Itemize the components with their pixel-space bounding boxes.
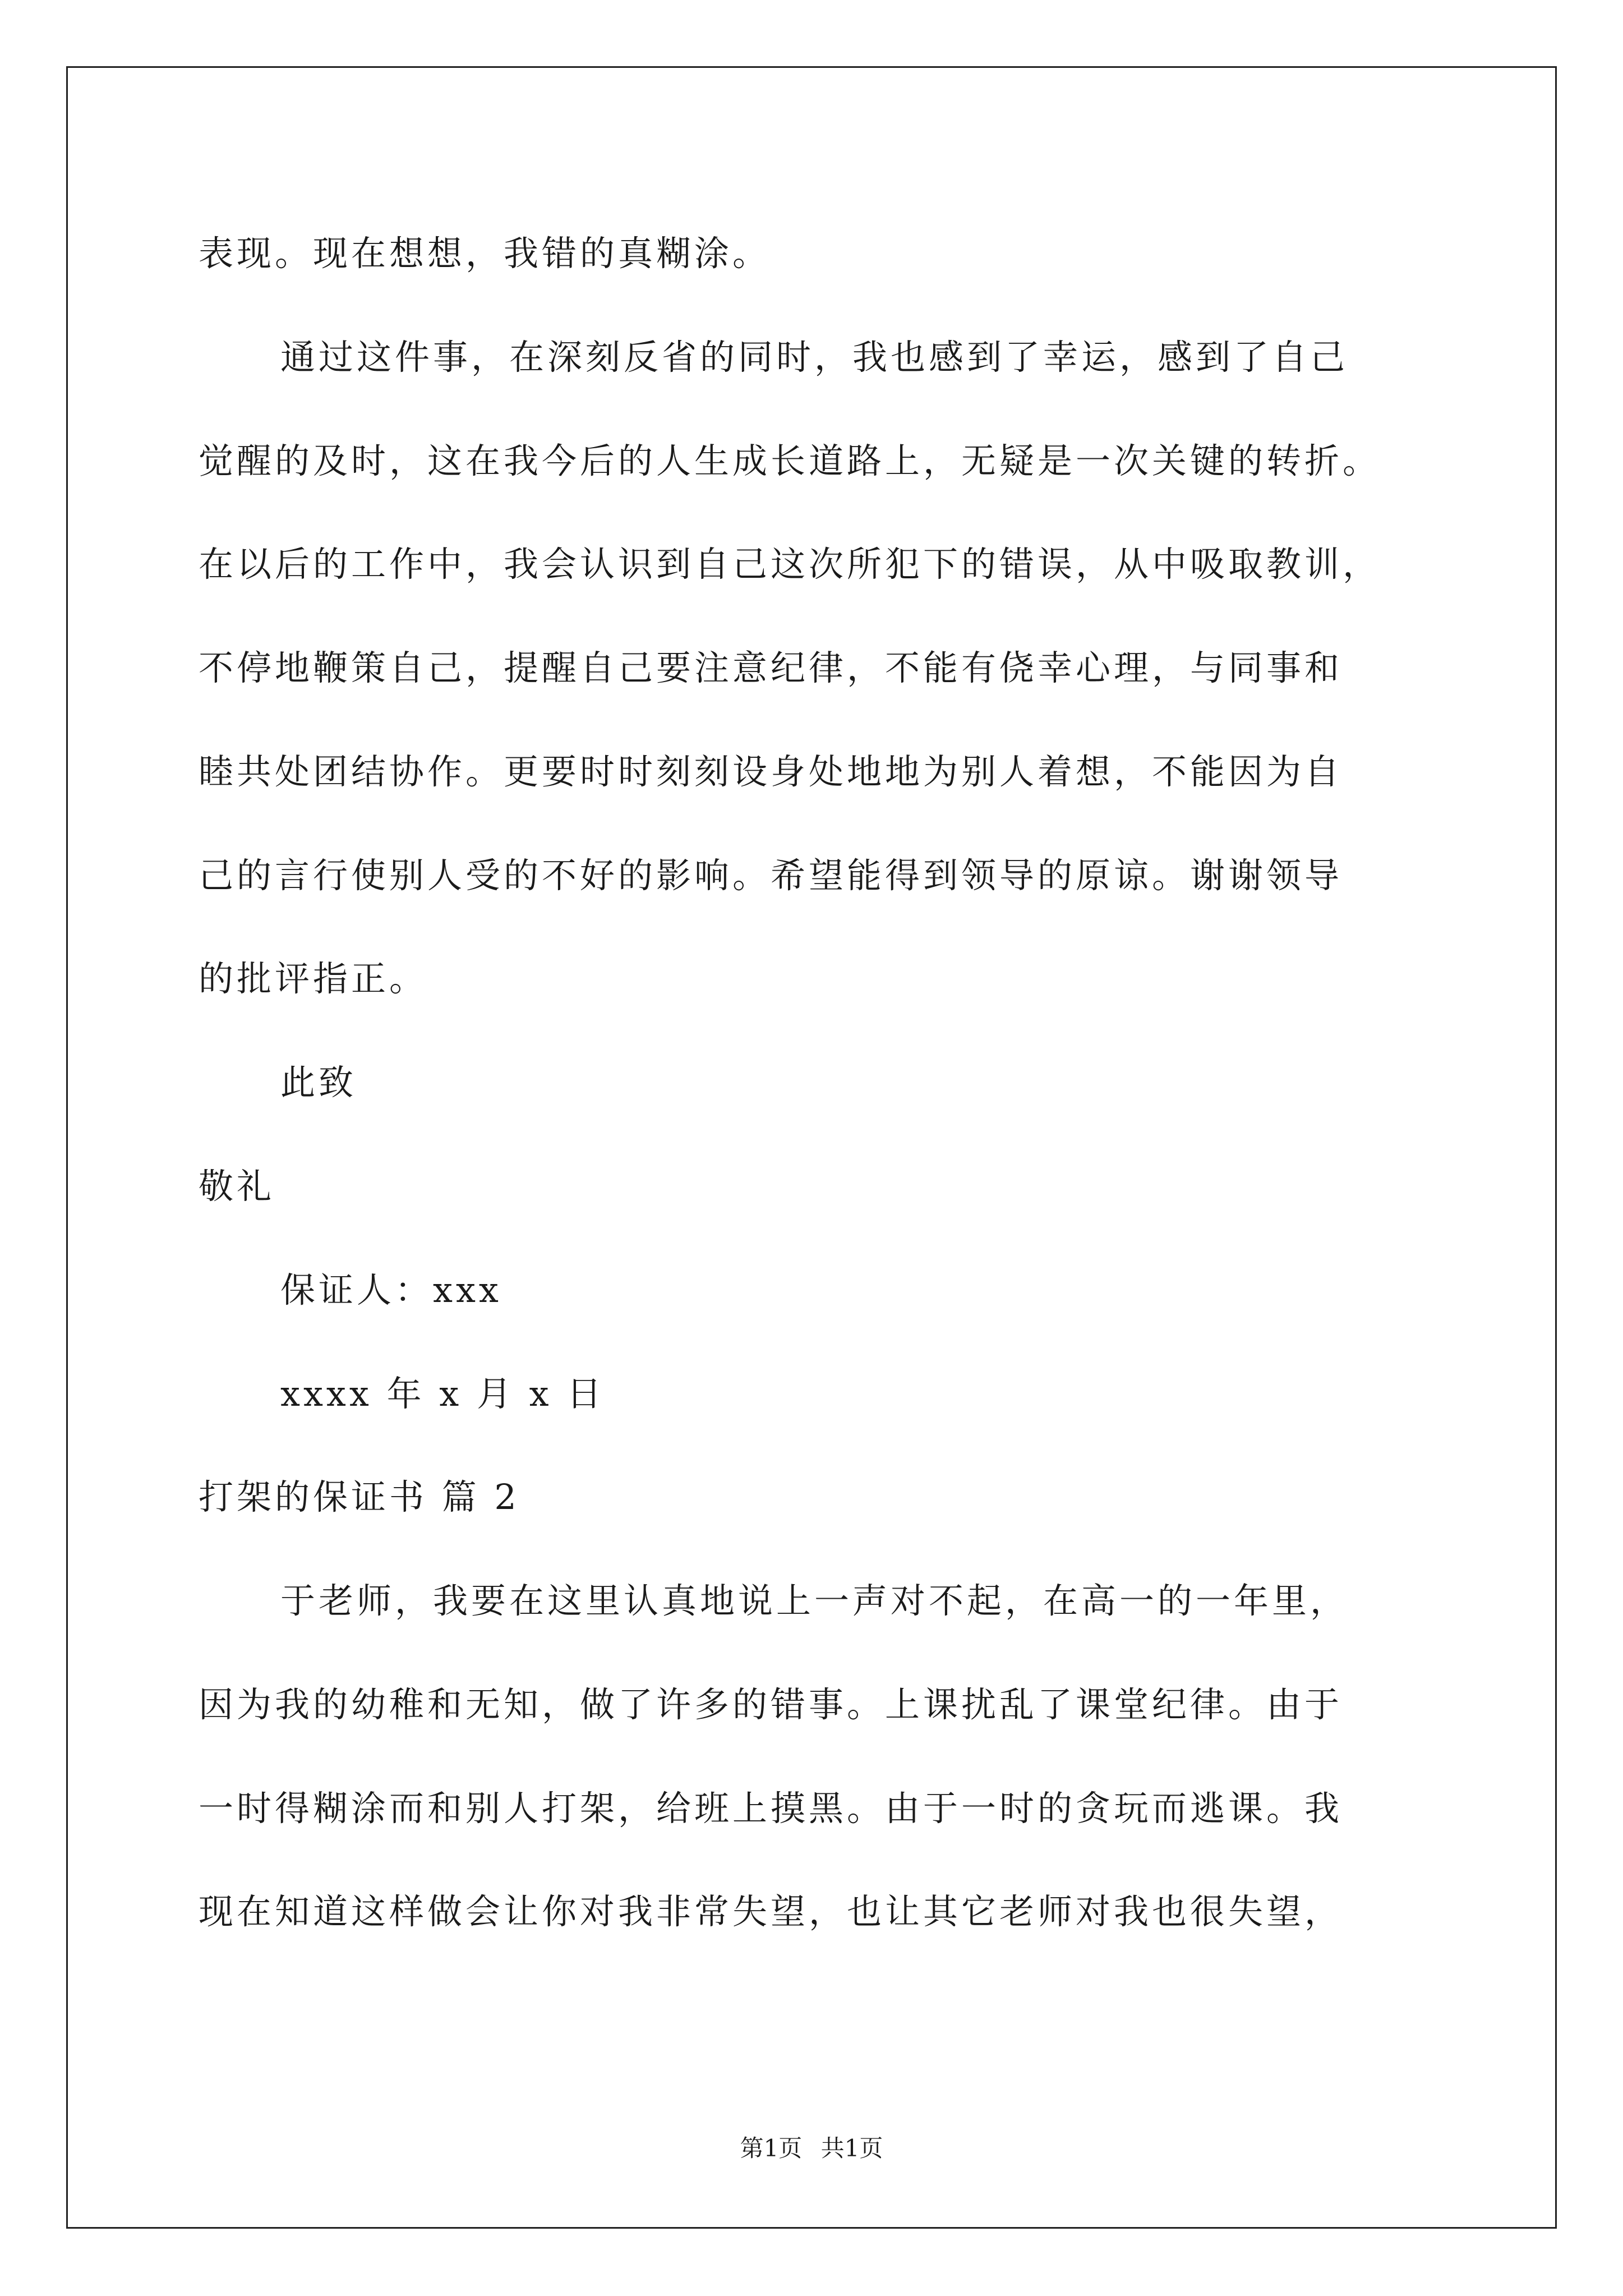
- text-line-4: 在以后的工作中，我会认识到自己这次所犯下的错误，从中吸取教训，: [199, 544, 1381, 585]
- date-line: xxxx 年 x 月 x 日: [280, 1373, 605, 1414]
- text-line-14: 于老师，我要在这里认真地说上一声对不起，在高一的一年里，: [280, 1580, 1349, 1621]
- guarantor-line: 保证人：xxx: [280, 1269, 502, 1310]
- text-line-5: 不停地鞭策自己，提醒自己要注意纪律，不能有侥幸心理，与同事和: [199, 647, 1343, 688]
- text-line-15: 因为我的幼稚和无知，做了许多的错事。上课扰乱了课堂纪律。由于: [199, 1684, 1343, 1725]
- closing-salutation: 此致: [280, 1062, 357, 1103]
- text-line-7: 己的言行使别人受的不好的影响。希望能得到领导的原谅。谢谢领导: [199, 855, 1343, 896]
- text-line-8: 的批评指正。: [199, 958, 428, 999]
- closing-regards: 敬礼: [199, 1166, 275, 1207]
- text-line-6: 睦共处团结协作。更要时时刻刻设身处地地为别人着想，不能因为自: [199, 751, 1343, 792]
- text-line-3: 觉醒的及时，这在我今后的人生成长道路上，无疑是一次关键的转折。: [199, 440, 1381, 481]
- text-line-16: 一时得糊涂而和别人打架，给班上摸黑。由于一时的贪玩而逃课。我: [199, 1788, 1343, 1829]
- page-number-total: 共1页: [820, 2134, 883, 2162]
- text-line-2: 通过这件事，在深刻反省的同时，我也感到了幸运，感到了自己: [280, 337, 1349, 378]
- text-line-17: 现在知道这样做会让你对我非常失望，也让其它老师对我也很失望，: [199, 1891, 1343, 1932]
- page-footer: [0, 2132, 1623, 2165]
- page-number-current: 第1页: [740, 2134, 803, 2162]
- text-line-1: 表现。现在想想，我错的真糊涂。: [199, 233, 771, 274]
- section-title: 打架的保证书 篇 2: [199, 1476, 520, 1517]
